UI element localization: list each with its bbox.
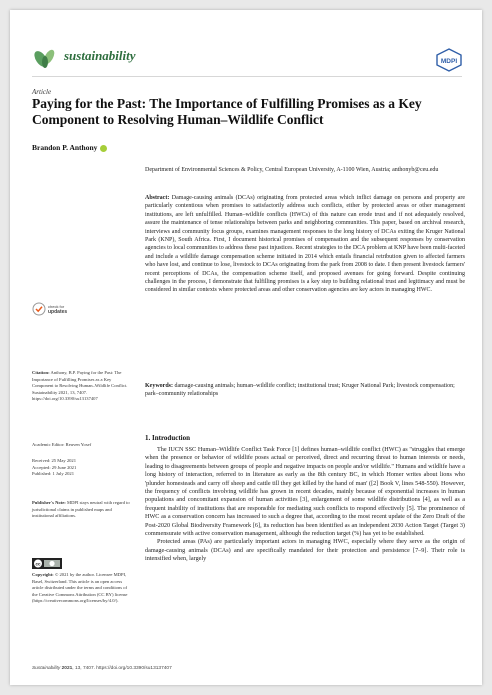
affiliation: Department of Environmental Sciences & Policy, Central European University, A-1100 Wien, Austria; anthonyb@ceu.edu — [145, 167, 439, 173]
journal-header — [32, 44, 462, 77]
published-date: Published: 1 July 2021 — [32, 471, 74, 477]
footer-citation: , 13, 7407. https://doi.org/10.3390/su13137407 — [72, 666, 172, 671]
received-date: Received: 25 May 2021 — [32, 458, 77, 463]
abstract — [145, 194, 465, 295]
article-type: Article — [32, 88, 52, 96]
journal-name: sustainability — [64, 48, 136, 63]
section-heading-introduction: 1. Introduction — [145, 434, 190, 442]
introduction-body — [145, 446, 465, 564]
author-name: Brandon P. Anthony — [32, 143, 98, 152]
publisher-note — [32, 500, 132, 520]
dates-block — [32, 458, 132, 478]
orcid-icon[interactable] — [100, 145, 107, 152]
check-updates-icon — [32, 302, 46, 316]
paper-title: Paying for the Past: The Importance of Fulfilling Promises as a Key Component to Resolving Human–Wildlife Conflict — [32, 96, 422, 127]
author-line — [32, 143, 107, 152]
copyright-label: Copyright: — [32, 572, 54, 577]
page-footer — [32, 666, 172, 671]
mdpi-logo-icon — [436, 48, 462, 72]
publisher-note-text: MDPI stays neutral with regard to jurisdictional claims in published maps and institutional affiliations. — [32, 500, 130, 519]
citation-block — [32, 370, 132, 403]
accepted-date: Accepted: 29 June 2021 — [32, 464, 77, 470]
academic-editor: Academic Editor: Reuven Yosef — [32, 442, 92, 447]
cc-by-license-icon[interactable] — [32, 558, 62, 569]
intro-paragraph-2: Protected areas (PAs) are particularly important actors in managing HWC, especially where they serve as the origin of damage-causing animals (DCAs) and are specifically mandated for their protection and persistence [7–9]. Their role is intensified when, largely — [145, 538, 465, 563]
abstract-text: Damage-causing animals (DCAs) originating from protected areas which inflict damage on persons and property are particularly contentious when promises to satisfactorily address such conflicts, either by protected areas or other management institutions, are left unfulfilled. Human–wildlife conflicts (HWCs) of this nature can erode trust and if not adequately resolved, assure the maintenance of tense relationships between parks and neighboring communities. This paper, based on archival research, interviews and community focus groups, examines management responses to the long history of DCAs exiting the Kruger National Park (KNP), South Africa. First, I document historical promises of compensation and the subsequent responses by conservation agencies to local communities to address these past injustices. Recent strategies to the DCA problem at KNP have been multi-faceted and include a wildlife damage compensation scheme initiated in 2014 which entails financial retribution given to affected farmers who have lost, and continue to lose, livestock to DCAs originating from the park from 2008 to date. I then present livestock farmers' recent perceptions of DCAs, the compensation scheme itself, and proposed avenues for going forward. Despite continuing challenges in the process, I demonstrate that fulfilling promises is a key step to building relational trust and legitimacy and must be considered in similar contexts where protected areas and other conservation agencies are key actors in managing HWC. — [145, 195, 466, 294]
svg-text:MDPI: MDPI — [440, 58, 458, 65]
publisher-note-label: Publisher's Note: — [32, 500, 66, 505]
keywords-label: Keywords: — [145, 383, 173, 389]
check-updates-badge[interactable] — [32, 302, 132, 328]
footer-journal: Sustainability — [32, 666, 61, 671]
check-updates-label: check for updates — [48, 304, 68, 315]
leaf-logo-icon — [32, 44, 58, 70]
citation-text: Anthony, B.P. Paying for the Past: The Importance of Fulfilling Promises as a Key Component to Resolving Human–Wildlife Conflict. Sustainability 2021, 13, 7407. https://doi.org/10.3390/su13137407 — [32, 370, 128, 402]
keywords — [145, 382, 465, 399]
copyright-block — [32, 572, 132, 605]
copyright-text: © 2021 by the author. Licensee MDPI, Basel, Switzerland. This article is an open access article distributed under the terms and conditions of the Creative Commons Attribution (CC BY) license (https://creativecommons.org/licenses/by/4.0/). — [32, 572, 128, 604]
paper-page — [10, 10, 482, 685]
intro-paragraph-1: The IUCN SSC Human–Wildlife Conflict Task Force [1] defines human–wildlife conflict (HWC) as "struggles that emerge when the presence or behavior of wildlife poses actual or perceived, direct and recurring threat to human interests or needs, leading to disagreements between groups of people and negative impacts on people and/or wildlife." Humans and wildlife have a long history of interaction, referred to in literature as early as the 8th century BC, in which Homer writes about lions who 'plunder homesteads and carry off sheep and cattle till they get killed by the hand of man' ([2] Book V, lines 548-550). However, the frequency of conflicts involving wildlife has grown in recent decades, mainly because of exponential increases in human populations and concomitant expansion of human activities [3], enlargement of some wildlife distributions [4], as well as a frequent inability of institutions that are responsible for mediating such conflicts to respond effectively [5]. The prominence of HWC as a conservation concern has increased to such a degree that, according to the most recent update of the Zero Draft of the Post-2020 Global Biodiversity Framework [6], its reduction has been identified as an independent 2030 Action Target (Target 3) commensurate with active conservation management, although the reduction target (%) has yet to be established. — [145, 446, 465, 538]
svg-text:cc: cc — [35, 561, 41, 567]
footer-year: 2021 — [61, 666, 73, 671]
keywords-text: damage-causing animals; human–wildlife conflict; institutional trust; Kruger National Park; livestock compensation; park–community relationships — [145, 383, 455, 398]
citation-label: Citation: — [32, 370, 50, 375]
abstract-label: Abstract: — [145, 195, 170, 201]
